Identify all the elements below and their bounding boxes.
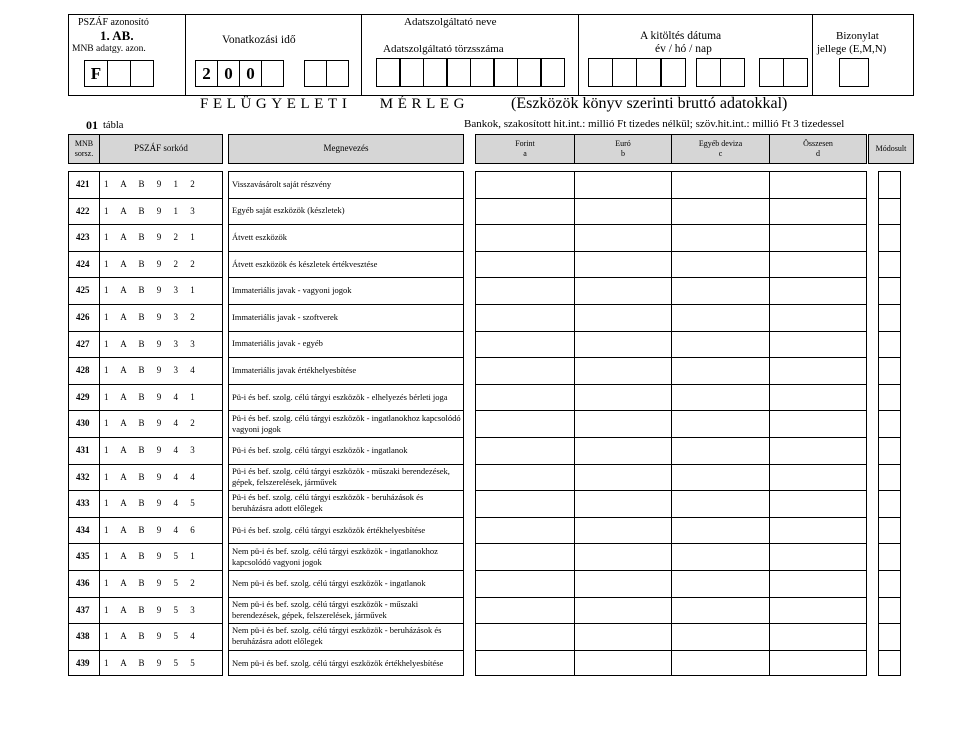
col-header-mnb-line2: sorsz. xyxy=(74,149,94,158)
value-cell-other[interactable] xyxy=(672,571,768,596)
row-divider xyxy=(68,277,100,278)
value-cell-forint[interactable] xyxy=(476,385,573,410)
row-divider xyxy=(99,437,223,438)
row-pszaf-code: 1 A B 9 3 3 xyxy=(104,338,200,349)
value-cell-other[interactable] xyxy=(672,491,768,516)
row-divider xyxy=(99,198,223,199)
row-mnb-number: 436 xyxy=(76,578,90,588)
date-digit[interactable] xyxy=(636,58,661,87)
value-cell-euro[interactable] xyxy=(575,305,670,330)
col-header-name-text: Megnevezés xyxy=(323,143,369,154)
provider-reg-digit[interactable] xyxy=(494,58,518,87)
value-cell-forint[interactable] xyxy=(476,172,573,197)
value-cell-modified[interactable] xyxy=(879,571,900,596)
row-divider xyxy=(68,570,100,571)
value-cell-total[interactable] xyxy=(770,571,866,596)
row-mnb-number: 422 xyxy=(76,205,90,216)
value-cell-other[interactable] xyxy=(672,252,768,277)
row-pszaf-code: 1 A B 9 4 1 xyxy=(104,391,200,402)
provider-name-label: Adatszolgáltató neve xyxy=(404,16,497,28)
row-description: Immateriális javak értékhelyesbítése xyxy=(232,364,357,375)
row-divider xyxy=(99,597,223,598)
row-description: Nem pü-i és bef. szolg. célú tárgyi eszközök - beruházások és beruházásra adott előlegek xyxy=(232,625,442,647)
row-description: Nem pü-i és bef. szolg. célú tárgyi eszközök - ingatlanokhoz kapcsolódó vagyoni jogok xyxy=(232,545,438,567)
row-divider xyxy=(99,304,223,305)
col-header-forint-text: Forint xyxy=(515,139,535,148)
value-cell-modified[interactable] xyxy=(879,411,900,436)
value-cell-other[interactable] xyxy=(672,438,768,463)
row-pszaf-code: 1 A B 9 2 1 xyxy=(104,232,200,243)
row-description: Átvett eszközök és készletek értékvesztése xyxy=(232,258,378,269)
table-label: tábla xyxy=(103,120,124,131)
row-pszaf-code: 1 A B 9 3 1 xyxy=(104,285,200,296)
value-cell-other[interactable] xyxy=(672,305,768,330)
header-divider xyxy=(361,14,362,96)
value-cell-modified[interactable] xyxy=(879,199,900,224)
row-mnb-number: 424 xyxy=(76,258,90,269)
value-cell-other[interactable] xyxy=(672,199,768,224)
value-cell-euro[interactable] xyxy=(575,385,670,410)
value-cell-forint[interactable] xyxy=(476,252,573,277)
value-cell-other[interactable] xyxy=(672,465,768,490)
value-cell-euro[interactable] xyxy=(575,252,670,277)
value-cell-euro[interactable] xyxy=(575,571,670,596)
col-header-forint-sub: a xyxy=(523,149,527,158)
value-cell-euro[interactable] xyxy=(575,199,670,224)
value-cell-total[interactable] xyxy=(770,491,866,516)
value-cell-total[interactable] xyxy=(770,544,866,569)
row-mnb-number: 438 xyxy=(76,631,90,642)
value-cell-forint[interactable] xyxy=(476,199,573,224)
row-divider xyxy=(99,570,223,571)
row-divider xyxy=(99,543,223,544)
row-description: Pü-i és bef. szolg. célú tárgyi eszközök értékhelyesbítése xyxy=(232,524,426,535)
value-cell-total[interactable] xyxy=(770,199,866,224)
row-description: Nem pü-i és bef. szolg. célú tárgyi eszközök - műszaki berendezések, gépek, felszerelések, járművek xyxy=(232,598,419,620)
date-digit[interactable] xyxy=(720,58,745,87)
value-cell-modified[interactable] xyxy=(879,624,900,649)
provider-reg-digit[interactable] xyxy=(470,58,494,87)
mnb-id-digit[interactable] xyxy=(107,60,131,87)
row-description: Átvett eszközök xyxy=(232,231,287,242)
row-mnb-number: 433 xyxy=(76,498,90,509)
row-divider xyxy=(99,623,223,624)
value-cell-modified[interactable] xyxy=(879,544,900,569)
value-cell-forint[interactable] xyxy=(476,332,573,357)
value-cell-forint[interactable] xyxy=(476,225,573,250)
provider-reg-digit[interactable] xyxy=(400,58,424,87)
date-digit[interactable] xyxy=(661,58,686,87)
value-cell-total[interactable] xyxy=(770,332,866,357)
row-divider xyxy=(99,384,223,385)
value-cell-other[interactable] xyxy=(672,624,768,649)
col-header-other-text: Egyéb deviza xyxy=(698,139,743,148)
pszaf-id-label: PSZÁF azonosító xyxy=(78,17,149,28)
row-description: Pü-i és bef. szolg. célú tárgyi eszközök - ingatlanokhoz kapcsolódó vagyoni jogok xyxy=(232,412,461,434)
value-cell-forint[interactable] xyxy=(476,598,573,623)
row-divider xyxy=(99,331,223,332)
provider-reg-label: Adatszolgáltató törzsszáma xyxy=(383,43,504,55)
row-description: Visszavásárolt saját részvény xyxy=(232,178,332,189)
period-digit[interactable]: 0 xyxy=(239,60,262,87)
row-divider xyxy=(68,437,100,438)
row-pszaf-code: 1 A B 9 5 4 xyxy=(104,631,200,642)
provider-reg-digit[interactable] xyxy=(447,58,471,87)
value-cell-modified[interactable] xyxy=(879,385,900,410)
value-cell-euro[interactable] xyxy=(575,411,670,436)
mnb-id-digit[interactable] xyxy=(130,60,154,87)
mnb-id-label: MNB adatgy. azon. xyxy=(72,44,146,54)
value-cell-forint[interactable] xyxy=(476,358,573,383)
row-mnb-number: 421 xyxy=(76,179,90,189)
value-cell-other[interactable] xyxy=(672,385,768,410)
col-header-name xyxy=(228,134,464,164)
row-description: Pü-i és bef. szolg. célú tárgyi eszközök - ingatlanok xyxy=(232,444,408,455)
row-mnb-number: 439 xyxy=(76,657,90,668)
value-cell-modified[interactable] xyxy=(879,332,900,357)
value-cell-total[interactable] xyxy=(770,518,866,543)
header-divider xyxy=(185,14,186,96)
value-cell-modified[interactable] xyxy=(879,598,900,623)
mnb-id-digit[interactable]: F xyxy=(84,60,108,87)
value-cell-total[interactable] xyxy=(770,465,866,490)
row-pszaf-code: 1 A B 9 5 2 xyxy=(104,578,200,588)
period-label: Vonatkozási idő xyxy=(222,34,296,46)
form-title: FELÜGYELETI MÉRLEG xyxy=(200,96,470,112)
row-divider xyxy=(68,357,100,358)
value-cell-modified[interactable] xyxy=(879,358,900,383)
col-header-total xyxy=(769,134,867,164)
doc-type-sub: jellege (E,M,N) xyxy=(817,43,887,55)
col-header-forint xyxy=(475,134,575,164)
row-divider xyxy=(68,490,100,491)
value-cell-total[interactable] xyxy=(770,172,866,197)
row-mnb-number: 427 xyxy=(76,338,90,349)
provider-reg-digit[interactable] xyxy=(423,58,447,87)
provider-reg-digit[interactable] xyxy=(517,58,541,87)
value-cell-modified[interactable] xyxy=(879,491,900,516)
row-mnb-number: 425 xyxy=(76,285,90,296)
date-digit[interactable] xyxy=(759,58,784,87)
row-pszaf-code: 1 A B 9 3 4 xyxy=(104,365,200,376)
value-cell-other[interactable] xyxy=(672,172,768,197)
col-header-euro xyxy=(574,134,672,164)
value-cell-total[interactable] xyxy=(770,252,866,277)
value-cell-modified[interactable] xyxy=(879,225,900,250)
value-cell-other[interactable] xyxy=(672,358,768,383)
value-cell-modified[interactable] xyxy=(879,278,900,303)
col-header-total-sub: d xyxy=(816,149,820,158)
row-pszaf-code: 1 A B 9 2 2 xyxy=(104,258,200,269)
col-header-code-text: PSZÁF sorkód xyxy=(134,143,188,154)
row-mnb-number: 434 xyxy=(76,524,90,535)
row-mnb-number: 430 xyxy=(76,418,90,429)
value-cell-other[interactable] xyxy=(672,651,768,676)
doc-type-label: Bizonylat xyxy=(836,30,879,42)
value-cell-total[interactable] xyxy=(770,624,866,649)
value-cell-euro[interactable] xyxy=(575,544,670,569)
row-pszaf-code: 1 A B 9 3 2 xyxy=(104,312,200,322)
value-cell-forint[interactable] xyxy=(476,278,573,303)
value-cell-other[interactable] xyxy=(672,225,768,250)
value-cell-other[interactable] xyxy=(672,411,768,436)
row-description: Nem pü-i és bef. szolg. célú tárgyi eszközök - ingatlanok xyxy=(232,577,426,588)
value-cell-modified[interactable] xyxy=(879,518,900,543)
value-cell-modified[interactable] xyxy=(879,252,900,277)
row-divider xyxy=(99,277,223,278)
value-cell-euro[interactable] xyxy=(575,598,670,623)
value-cell-total[interactable] xyxy=(770,651,866,676)
value-cell-total[interactable] xyxy=(770,438,866,463)
col-header-other xyxy=(671,134,770,164)
period-digit[interactable] xyxy=(326,60,349,87)
form-subtitle: (Eszközök könyv szerinti bruttó adatokkal) xyxy=(511,95,788,112)
value-cell-forint[interactable] xyxy=(476,465,573,490)
period-digit[interactable] xyxy=(304,60,327,87)
value-cell-other[interactable] xyxy=(672,544,768,569)
row-mnb-number: 437 xyxy=(76,604,90,615)
value-cell-forint[interactable] xyxy=(476,544,573,569)
col-header-euro-sub: b xyxy=(621,149,625,158)
value-cell-forint[interactable] xyxy=(476,305,573,330)
row-pszaf-code: 1 A B 9 4 6 xyxy=(104,524,200,535)
value-cell-forint[interactable] xyxy=(476,651,573,676)
date-label: A kitöltés dátuma xyxy=(640,30,722,42)
row-divider xyxy=(99,251,223,252)
pszaf-id-value: 1. AB. xyxy=(100,28,134,43)
value-cell-euro[interactable] xyxy=(575,651,670,676)
row-pszaf-code: 1 A B 9 4 3 xyxy=(104,445,200,455)
col-header-total-text: Összesen xyxy=(803,139,833,148)
value-cell-forint[interactable] xyxy=(476,518,573,543)
value-cell-euro[interactable] xyxy=(575,332,670,357)
col-header-other-sub: c xyxy=(718,149,723,158)
row-divider xyxy=(68,198,100,199)
col-header-euro-text: Euró xyxy=(615,139,631,148)
table-number: 01 xyxy=(86,118,98,132)
value-cell-total[interactable] xyxy=(770,411,866,436)
value-cell-euro[interactable] xyxy=(575,225,670,250)
value-cell-forint[interactable] xyxy=(476,571,573,596)
row-description: Pü-i és bef. szolg. célú tárgyi eszközök - elhelyezés bérleti joga xyxy=(232,391,448,402)
row-divider xyxy=(68,384,100,385)
row-pszaf-code: 1 A B 9 1 3 xyxy=(104,205,200,216)
value-cell-other[interactable] xyxy=(672,278,768,303)
period-digit[interactable]: 2 xyxy=(195,60,218,87)
row-divider xyxy=(68,251,100,252)
value-cell-total[interactable] xyxy=(770,225,866,250)
value-cell-total[interactable] xyxy=(770,385,866,410)
value-cell-euro[interactable] xyxy=(575,518,670,543)
row-description: Pü-i és bef. szolg. célú tárgyi eszközök - beruházások és beruházásra adott előlegek xyxy=(232,492,424,514)
provider-reg-digit[interactable] xyxy=(541,58,565,87)
col-header-modified-text: Módosult xyxy=(875,144,907,153)
provider-reg-digit[interactable] xyxy=(376,58,400,87)
row-divider xyxy=(68,304,100,305)
row-divider xyxy=(99,490,223,491)
value-cell-modified[interactable] xyxy=(879,465,900,490)
value-cell-total[interactable] xyxy=(770,278,866,303)
value-cell-other[interactable] xyxy=(672,332,768,357)
row-mnb-number: 431 xyxy=(76,445,90,455)
row-divider xyxy=(68,224,100,225)
row-divider xyxy=(68,543,100,544)
value-cell-other[interactable] xyxy=(672,598,768,623)
date-format: év / hó / nap xyxy=(655,43,712,55)
value-cell-modified[interactable] xyxy=(879,305,900,330)
value-cell-modified[interactable] xyxy=(879,172,900,197)
period-digit[interactable] xyxy=(261,60,284,87)
date-digit[interactable] xyxy=(588,58,613,87)
row-divider xyxy=(68,410,100,411)
doc-type-box[interactable] xyxy=(839,58,869,87)
row-mnb-number: 429 xyxy=(76,391,90,402)
value-cell-euro[interactable] xyxy=(575,278,670,303)
row-pszaf-code: 1 A B 9 5 5 xyxy=(104,657,200,668)
value-cell-euro[interactable] xyxy=(575,491,670,516)
row-divider xyxy=(99,517,223,518)
row-divider xyxy=(68,650,100,651)
row-pszaf-code: 1 A B 9 5 3 xyxy=(104,604,200,615)
row-pszaf-code: 1 A B 9 5 1 xyxy=(104,551,200,562)
row-divider xyxy=(99,410,223,411)
value-cell-forint[interactable] xyxy=(476,624,573,649)
row-divider xyxy=(99,357,223,358)
value-cell-forint[interactable] xyxy=(476,491,573,516)
header-divider xyxy=(812,14,813,96)
value-cell-euro[interactable] xyxy=(575,358,670,383)
value-cell-forint[interactable] xyxy=(476,438,573,463)
row-divider xyxy=(68,623,100,624)
date-digit[interactable] xyxy=(612,58,637,87)
col-header-mnb-line1: MNB xyxy=(74,139,94,148)
value-cell-euro[interactable] xyxy=(575,465,670,490)
row-description: Immateriális javak - egyéb xyxy=(232,338,323,349)
value-cell-total[interactable] xyxy=(770,305,866,330)
value-cell-total[interactable] xyxy=(770,598,866,623)
col-header-code xyxy=(99,134,223,164)
period-digit[interactable]: 0 xyxy=(217,60,240,87)
row-mnb-number: 435 xyxy=(76,551,90,562)
row-divider xyxy=(68,597,100,598)
row-description: Immateriális javak - szoftverek xyxy=(232,311,338,322)
date-digit[interactable] xyxy=(696,58,721,87)
row-divider xyxy=(99,464,223,465)
row-pszaf-code: 1 A B 9 4 2 xyxy=(104,418,200,429)
value-cell-euro[interactable] xyxy=(575,624,670,649)
header-divider xyxy=(578,14,579,96)
row-description: Pü-i és bef. szolg. célú tárgyi eszközök - műszaki berendezések, gépek, felszerelések, járművek xyxy=(232,465,450,487)
row-divider xyxy=(68,331,100,332)
value-cell-modified[interactable] xyxy=(879,438,900,463)
row-mnb-number: 426 xyxy=(76,312,90,322)
row-mnb-number: 423 xyxy=(76,232,90,243)
row-divider xyxy=(68,464,100,465)
value-cell-modified[interactable] xyxy=(879,651,900,676)
units-note: Bankok, szakosított hit.int.: millió Ft tizedes nélkül; szöv.hit.int.: millió Ft 3 tizedessel xyxy=(464,118,845,130)
row-mnb-number: 432 xyxy=(76,471,90,482)
row-pszaf-code: 1 A B 9 1 2 xyxy=(104,179,200,189)
value-cell-other[interactable] xyxy=(672,518,768,543)
value-cell-total[interactable] xyxy=(770,358,866,383)
value-cell-euro[interactable] xyxy=(575,172,670,197)
row-divider xyxy=(99,224,223,225)
date-digit[interactable] xyxy=(783,58,808,87)
row-pszaf-code: 1 A B 9 4 5 xyxy=(104,498,200,509)
row-description: Nem pü-i és bef. szolg. célú tárgyi eszközök értékhelyesbítése xyxy=(232,657,444,668)
col-header-mnb xyxy=(68,134,100,164)
row-divider xyxy=(99,650,223,651)
value-cell-euro[interactable] xyxy=(575,438,670,463)
row-mnb-number: 428 xyxy=(76,365,90,376)
row-pszaf-code: 1 A B 9 4 4 xyxy=(104,471,200,482)
row-description: Immateriális javak - vagyoni jogok xyxy=(232,285,352,296)
value-cell-forint[interactable] xyxy=(476,411,573,436)
row-divider xyxy=(68,517,100,518)
row-description: Egyéb saját eszközök (készletek) xyxy=(232,205,345,216)
col-header-modified xyxy=(868,134,914,164)
